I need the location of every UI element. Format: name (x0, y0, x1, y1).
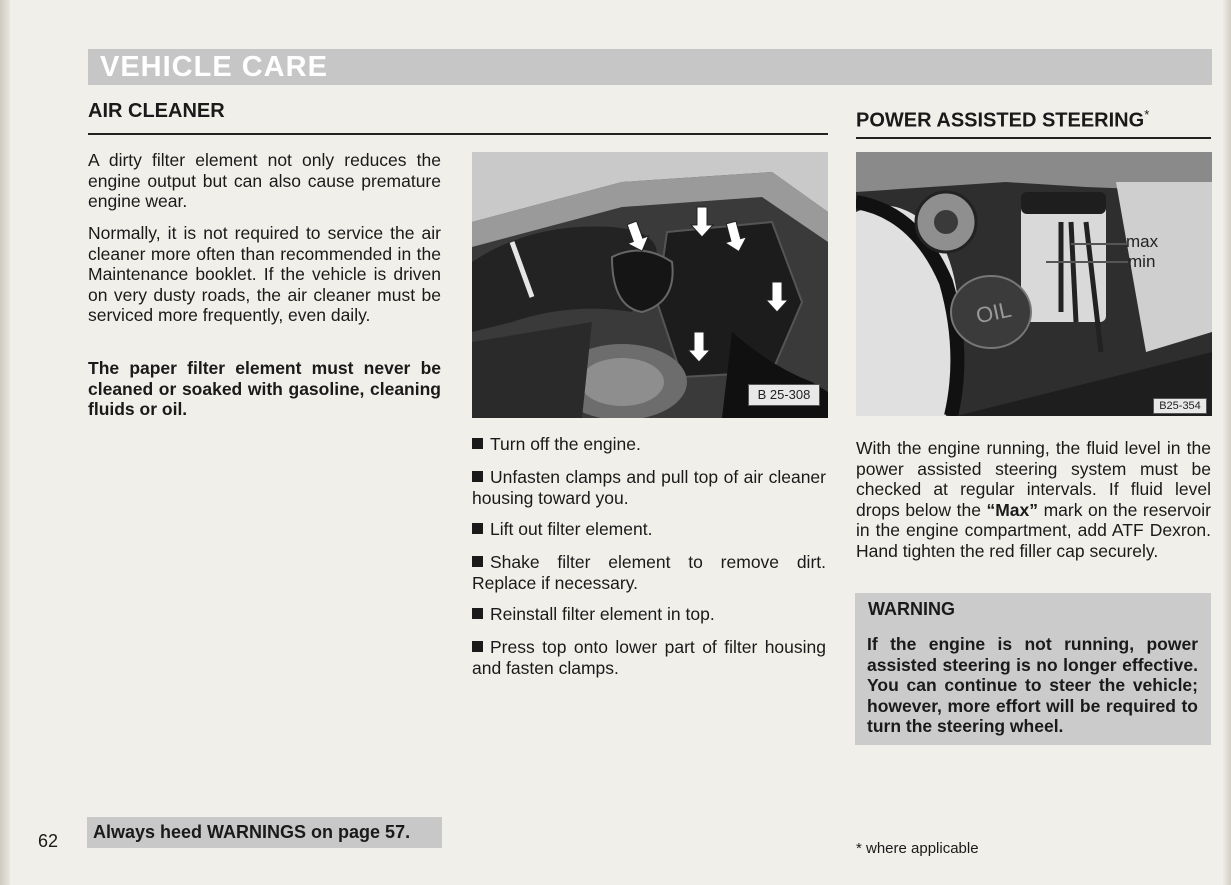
page-edge-right (1223, 0, 1231, 885)
step-item: Reinstall filter element in top. (472, 604, 826, 625)
bullet-square-icon (472, 438, 483, 449)
section-title: VEHICLE CARE (100, 51, 328, 83)
steering-title: POWER ASSISTED STEERING* (856, 107, 1150, 132)
step-item: Press top onto lower part of filter housing and fasten clamps. (472, 637, 826, 678)
figure-code-1: B 25-308 (748, 384, 820, 406)
bullet-square-icon (472, 523, 483, 534)
bullet-square-icon (472, 608, 483, 619)
oil-cap-label: OIL (973, 296, 1014, 329)
warnings-note: Always heed WARNINGS on page 57. (93, 822, 411, 842)
step-item: Lift out filter element. (472, 519, 826, 540)
step-item: Turn off the engine. (472, 434, 826, 455)
bullet-square-icon (472, 471, 483, 482)
steering-para: With the engine running, the fluid level in the power assisted steering system must be checked at regular intervals. If fluid level drops below the “Max” mark on the reservoir in the engine compartment, add ATF Dexron. Hand tighten the red filler cap securely. (856, 438, 1211, 561)
steering-rule (856, 137, 1211, 139)
page-number: 62 (38, 831, 59, 851)
min-label: min (1128, 252, 1156, 271)
warning-text: If the engine is not running, power assisted steering is no longer effective. You can continue to steer the vehicle; however, more effort will be required to turn the steering wheel. (867, 634, 1198, 736)
air-cleaner-title: AIR CLEANER (88, 100, 225, 122)
air-cleaner-para-2: Normally, it is not required to service the air cleaner more often than recommended in the Maintenance booklet. If the vehicle is driven on very dusty roads, the air cleaner must be serviced more frequently, even daily. (88, 223, 441, 325)
bullet-square-icon (472, 641, 483, 652)
figure-code-2: B25-354 (1153, 398, 1207, 414)
air-cleaner-rule (88, 133, 828, 135)
air-cleaner-warning-para: The paper filter element must never be cleaned or soaked with gasoline, cleaning fluids or oil. (88, 358, 441, 419)
air-cleaner-para-1: A dirty filter element not only reduces the engine output but can also cause premature engine wear. (88, 150, 441, 211)
air-cleaner-photo (472, 152, 828, 418)
warning-title: WARNING (868, 599, 955, 619)
step-item: Shake filter element to remove dirt. Replace if necessary. (472, 552, 826, 593)
footnote: * where applicable (856, 840, 979, 857)
max-label: max (1126, 232, 1159, 251)
step-item: Unfasten clamps and pull top of air cleaner housing toward you. (472, 467, 826, 508)
page-edge-left (0, 0, 10, 885)
bullet-square-icon (472, 556, 483, 567)
steering-reservoir-photo (856, 152, 1212, 416)
